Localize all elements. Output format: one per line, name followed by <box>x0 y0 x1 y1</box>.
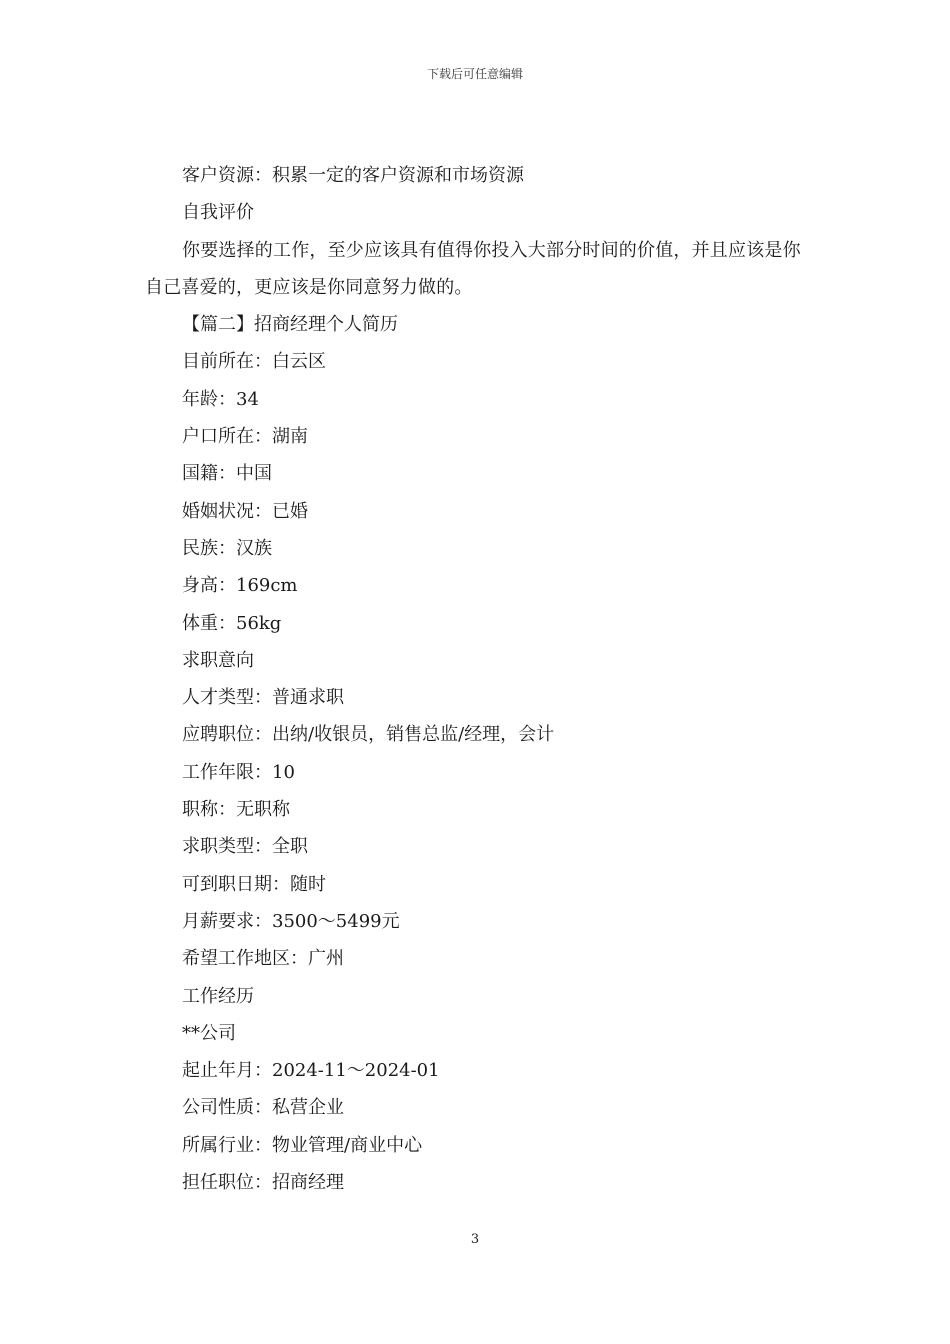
info-ethnicity: 民族：汉族 <box>182 537 272 559</box>
intent-start-date: 可到职日期：随时 <box>182 873 326 895</box>
exp-position: 担任职位：招商经理 <box>182 1172 344 1194</box>
intent-title: 职称：无职称 <box>182 799 290 821</box>
section-title: 【篇二】招商经理个人简历 <box>182 314 398 336</box>
info-age: 年龄：34 <box>182 388 259 410</box>
exp-company-type: 公司性质：私营企业 <box>182 1097 344 1119</box>
work-experience-heading: 工作经历 <box>182 985 254 1007</box>
self-evaluation-heading: 自我评价 <box>182 202 254 224</box>
intent-position: 应聘职位：出纳/收银员，销售总监/经理，会计 <box>182 724 555 746</box>
intent-job-type: 求职类型：全职 <box>182 836 308 858</box>
info-weight: 体重：56kg <box>182 612 282 634</box>
job-intent-heading: 求职意向 <box>182 649 254 671</box>
info-nationality: 国籍：中国 <box>182 463 272 485</box>
exp-company: **公司 <box>182 1022 236 1044</box>
customer-resources-line: 客户资源：积累一定的客户资源和市场资源 <box>182 165 524 186</box>
intent-talent-type: 人才类型：普通求职 <box>182 687 344 709</box>
intent-years: 工作年限：10 <box>182 761 295 783</box>
intent-salary: 月薪要求：3500～5499元 <box>182 910 400 932</box>
page-header: 下载后可任意编辑 <box>426 67 523 81</box>
info-current-location: 目前所在：白云区 <box>182 351 326 373</box>
self-evaluation-paragraph: 你要选择的工作，至少应该具有值得你投入大部分时间的价值，并且应该是你自己喜爱的，更应该是你同意努力做的。 <box>145 239 801 298</box>
info-hukou: 户口所在：湖南 <box>182 426 308 448</box>
info-marital-status: 婚姻状况：已婚 <box>182 500 308 522</box>
exp-period: 起止年月：2024-11～2024-01 <box>182 1060 440 1082</box>
info-height: 身高：169cm <box>182 575 298 597</box>
document-body <box>145 157 813 1201</box>
exp-industry: 所属行业：物业管理/商业中心 <box>182 1134 423 1156</box>
intent-region: 希望工作地区：广州 <box>182 948 344 970</box>
page-number: 3 <box>470 1232 480 1247</box>
